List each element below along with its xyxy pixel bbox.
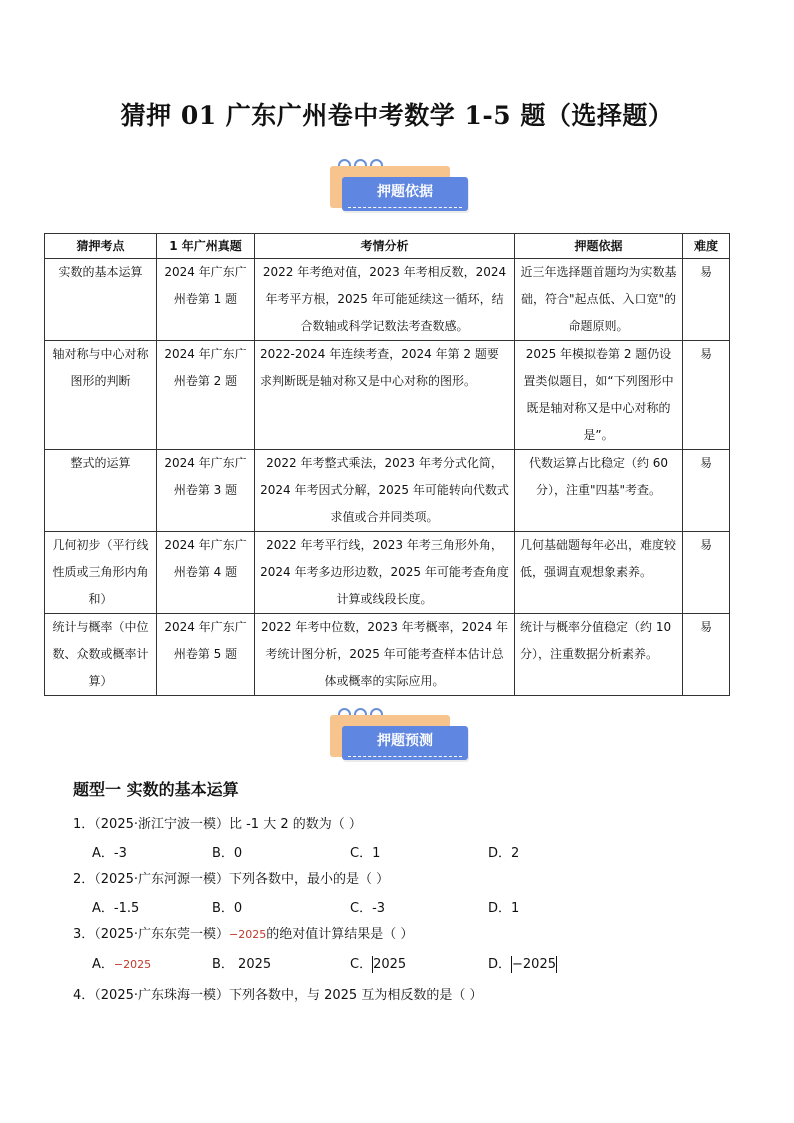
header-cell: 猜押考点 xyxy=(45,234,157,259)
stem-value: −2025 xyxy=(229,928,267,941)
table-row xyxy=(45,450,730,532)
section-banner-prediction xyxy=(330,706,470,766)
basis-cell: 近三年选择题首题均为实数基础，符合"起点低、入口宽"的命题原则。 xyxy=(515,259,683,341)
exam-cell: 2024 年广东广州卷第 5 题 xyxy=(157,614,255,696)
option-d: D．2 xyxy=(488,846,520,861)
option-c-value: 2025 xyxy=(373,957,407,972)
option-b: B． 2025 xyxy=(212,957,272,972)
option-a-label: A． xyxy=(92,957,114,972)
exam-cell: 2024 年广东广州卷第 2 题 xyxy=(157,341,255,450)
question-1-stem: 1．（2025·浙江宁波一模）比 -1 大 2 的数为（ ） xyxy=(73,817,362,832)
basis-cell: 代数运算占比稳定（约 60 分），注重"四基"考查。 xyxy=(515,450,683,532)
option-b: B．0 xyxy=(212,846,243,861)
basis-table xyxy=(44,233,730,696)
topic-cell: 整式的运算 xyxy=(45,450,157,532)
banner-label: 押题依据 xyxy=(377,184,433,200)
exam-cell: 2024 年广东广州卷第 1 题 xyxy=(157,259,255,341)
banner-label: 押题预测 xyxy=(377,733,433,749)
option-a: A．-1.5 xyxy=(92,901,140,916)
option-c: C．-3 xyxy=(350,901,386,916)
basis-cell: 2025 年模拟卷第 2 题仍设置类似题目，如“下列图形中既是轴对称又是中心对称的是”。 xyxy=(515,341,683,450)
option-b: B．0 xyxy=(212,901,243,916)
option-c: C．1 xyxy=(350,846,381,861)
stem-suffix: 的绝对值计算结果是（ ） xyxy=(266,927,414,942)
option-a-value: −2025 xyxy=(113,958,152,971)
topic-cell: 几何初步（平行线性质或三角形内角和） xyxy=(45,532,157,614)
question-3-stem xyxy=(73,923,413,942)
difficulty-cell: 易 xyxy=(683,532,730,614)
header-cell: 难度 xyxy=(683,234,730,259)
table-row xyxy=(45,259,730,341)
difficulty-cell: 易 xyxy=(683,341,730,450)
table-row xyxy=(45,614,730,696)
option-d: D．1 xyxy=(488,901,520,916)
difficulty-cell: 易 xyxy=(683,450,730,532)
option-d-value: −2025 xyxy=(512,957,556,972)
option-c xyxy=(350,953,406,973)
option-d-label: D． xyxy=(488,957,512,972)
basis-cell: 几何基础题每年必出，难度较低，强调直观想象素养。 xyxy=(515,532,683,614)
table-header-row xyxy=(45,234,730,259)
exam-cell: 2024 年广东广州卷第 3 题 xyxy=(157,450,255,532)
difficulty-cell: 易 xyxy=(683,259,730,341)
difficulty-cell: 易 xyxy=(683,614,730,696)
analysis-cell: 2022 年考中位数，2023 年考概率，2024 年考统计图分析，2025 年可能考查样本估计总体或概率的实际应用。 xyxy=(255,614,515,696)
analysis-cell: 2022 年考平行线，2023 年考三角形外角，2024 年考多边形边数，2025 年可能考查角度计算或线段长度。 xyxy=(255,532,515,614)
analysis-cell: 2022-2024 年连续考查，2024 年第 2 题要求判断既是轴对称又是中心对称的图形。 xyxy=(255,341,515,450)
section-title: 题型一 实数的基本运算 xyxy=(73,780,239,799)
header-cell: 考情分析 xyxy=(255,234,515,259)
question-2-stem: 2．（2025·广东河源一模）下列各数中，最小的是（ ） xyxy=(73,872,390,887)
page-title: 猜押 01 广东广州卷中考数学 1-5 题（选择题） xyxy=(120,101,674,130)
abs-bar-icon xyxy=(556,956,557,973)
stem-prefix: 3．（2025·广东东莞一模） xyxy=(73,927,229,942)
topic-cell: 轴对称与中心对称图形的判断 xyxy=(45,341,157,450)
option-a: A．-3 xyxy=(92,846,127,861)
option-d xyxy=(488,953,557,973)
analysis-cell: 2022 年考绝对值，2023 年考相反数，2024 年考平方根，2025 年可能延续这一循环，结合数轴或科学记数法考查数感。 xyxy=(255,259,515,341)
table-row xyxy=(45,341,730,450)
option-a xyxy=(92,953,151,972)
basis-cell: 统计与概率分值稳定（约 10 分），注重数据分析素养。 xyxy=(515,614,683,696)
exam-cell: 2024 年广东广州卷第 4 题 xyxy=(157,532,255,614)
header-cell: 1 年广州真题 xyxy=(157,234,255,259)
topic-cell: 实数的基本运算 xyxy=(45,259,157,341)
header-cell: 押题依据 xyxy=(515,234,683,259)
question-4-stem: 4．（2025·广东珠海一模）下列各数中，与 2025 互为相反数的是（ ） xyxy=(73,988,483,1003)
option-c-label: C． xyxy=(350,957,373,972)
table-row xyxy=(45,532,730,614)
topic-cell: 统计与概率（中位数、众数或概率计算） xyxy=(45,614,157,696)
section-banner-basis xyxy=(330,157,470,217)
analysis-cell: 2022 年考整式乘法，2023 年考分式化简，2024 年考因式分解，2025 年可能转向代数式求值或合并同类项。 xyxy=(255,450,515,532)
